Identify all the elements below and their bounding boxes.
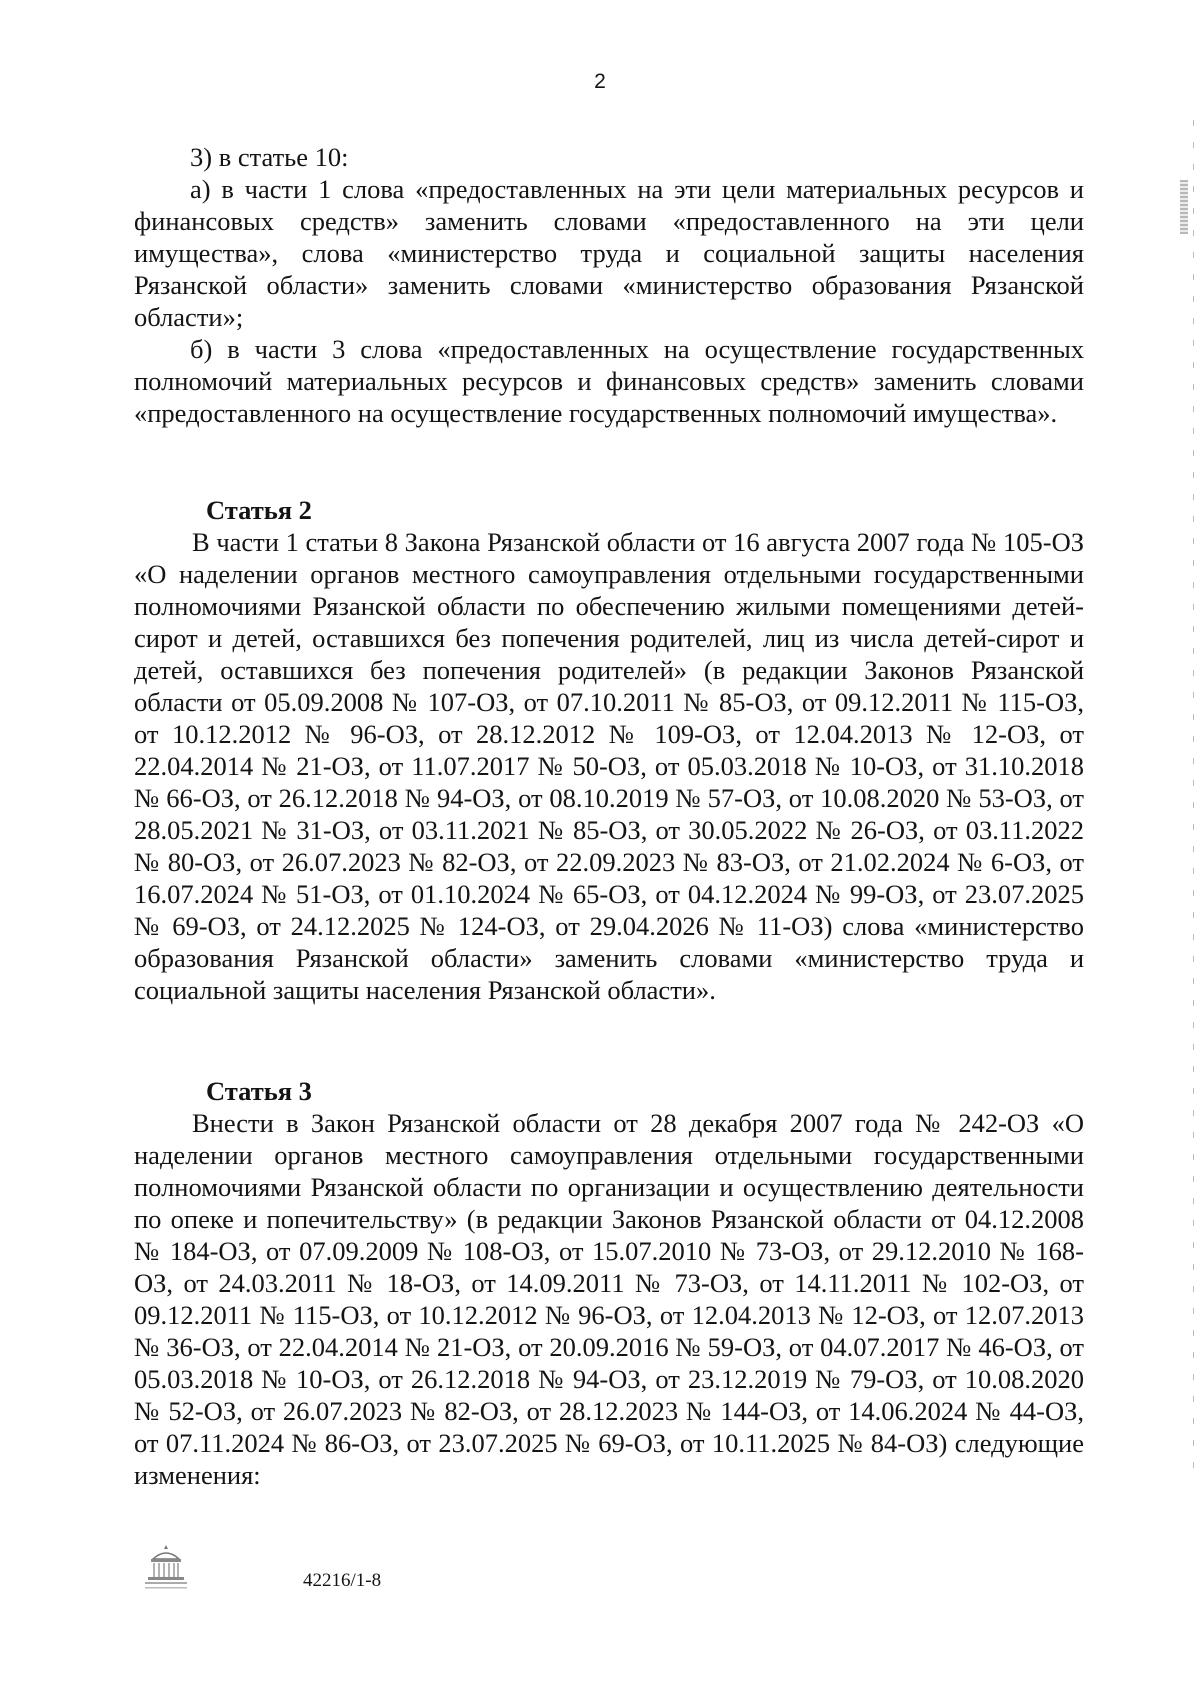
article-3-heading: Статья 3 bbox=[206, 1076, 312, 1106]
scan-artifact bbox=[1180, 180, 1188, 234]
duma-building-emblem-icon bbox=[143, 1543, 189, 1591]
subitem-a: а) в части 1 слова «предоставленных на эти цели материальных ресурсов и финансовых средств» заменить словами «предоставленного на эти цели имущества», слова «министерство труда и социальной защиты населения Рязанской области» заменить словами «министерство образования Рязанской области»; bbox=[134, 174, 1084, 332]
page-number: 2 bbox=[594, 70, 606, 93]
item-3-intro: 3) в статье 10: bbox=[190, 142, 349, 172]
article-2 bbox=[134, 494, 1084, 1006]
article-2-heading: Статья 2 bbox=[206, 495, 312, 525]
article-3-text: Внести в Закон Рязанской области от 28 декабря 2007 года № 242-ОЗ «О наделении органов местного самоуправления отдельными государственными полномочиями Рязанской области по организации и осуществлению деятельности по опеке и попечительству» (в редакции Законов Рязанской области от 04.12.2008 № 184-ОЗ, от 07.09.2009 № 108-ОЗ, от 15.07.2010 № 73-ОЗ, от 29.12.2010 № 168-ОЗ, от 24.03.2011 № 18-ОЗ, от 14.09.2011 № 73-ОЗ, от 14.11.2011 № 102-ОЗ, от 09.12.2011 № 115-ОЗ, от 10.12.2012 № 96-ОЗ, от 12.04.2013 № 12-ОЗ, от 12.07.2013 № 36-ОЗ, от 22.04.2014 № 21-ОЗ, от 20.09.2016 № 59-ОЗ, от 04.07.2017 № 46-ОЗ, от 05.03.2018 № 10-ОЗ, от 26.12.2018 № 94-ОЗ, от 23.12.2019 № 79-ОЗ, от 10.08.2020 № 52-ОЗ, от 26.07.2023 № 82-ОЗ, от 28.12.2023 № 144-ОЗ, от 14.06.2024 № 44-ОЗ, от 07.11.2024 № 86-ОЗ, от 23.07.2025 № 69-ОЗ, от 10.11.2025 № 84-ОЗ) следующие изменения: bbox=[134, 1108, 1084, 1490]
article-1-continuation bbox=[134, 141, 1084, 429]
subitem-b: б) в части 3 слова «предоставленных на осуществление государственных полномочий материальных ресурсов и финансовых средств» заменить словами «предоставленного на осуществление государственных полномочий имущества». bbox=[134, 334, 1084, 428]
article-3 bbox=[134, 1075, 1084, 1491]
article-2-text: В части 1 статьи 8 Закона Рязанской области от 16 августа 2007 года № 105-ОЗ «О наделении органов местного самоуправления отдельными государственными полномочиями Рязанской области по обеспечению жилыми помещениями детей-сирот и детей, оставшихся без попечения родителей, лиц из числа детей-сирот и детей, оставшихся без попечения родителей» (в редакции Законов Рязанской области от 05.09.2008 № 107-ОЗ, от 07.10.2011 № 85-ОЗ, от 09.12.2011 № 115-ОЗ, от 10.12.2012 № 96-ОЗ, от 28.12.2012 № 109-ОЗ, от 12.04.2013 № 12-ОЗ, от 22.04.2014 № 21-ОЗ, от 11.07.2017 № 50-ОЗ, от 05.03.2018 № 10-ОЗ, от 31.10.2018 № 66-ОЗ, от 26.12.2018 № 94-ОЗ, от 08.10.2019 № 57-ОЗ, от 10.08.2020 № 53-ОЗ, от 28.05.2021 № 31-ОЗ, от 03.11.2021 № 85-ОЗ, от 30.05.2022 № 26-ОЗ, от 03.11.2022 № 80-ОЗ, от 26.07.2023 № 82-ОЗ, от 22.09.2023 № 83-ОЗ, от 21.02.2024 № 6-ОЗ, от 16.07.2024 № 51-ОЗ, от 01.10.2024 № 65-ОЗ, от 04.12.2024 № 99-ОЗ, от 23.07.2025 № 69-ОЗ, от 24.12.2025 № 124-ОЗ, от 29.04.2026 № 11-ОЗ) слова «министерство образования Рязанской области» заменить словами «министерство труда и социальной защиты населения Рязанской области». bbox=[134, 527, 1084, 1005]
document-code: 42216/1-8 bbox=[303, 1570, 382, 1591]
scan-edge-line bbox=[1193, 120, 1194, 1470]
